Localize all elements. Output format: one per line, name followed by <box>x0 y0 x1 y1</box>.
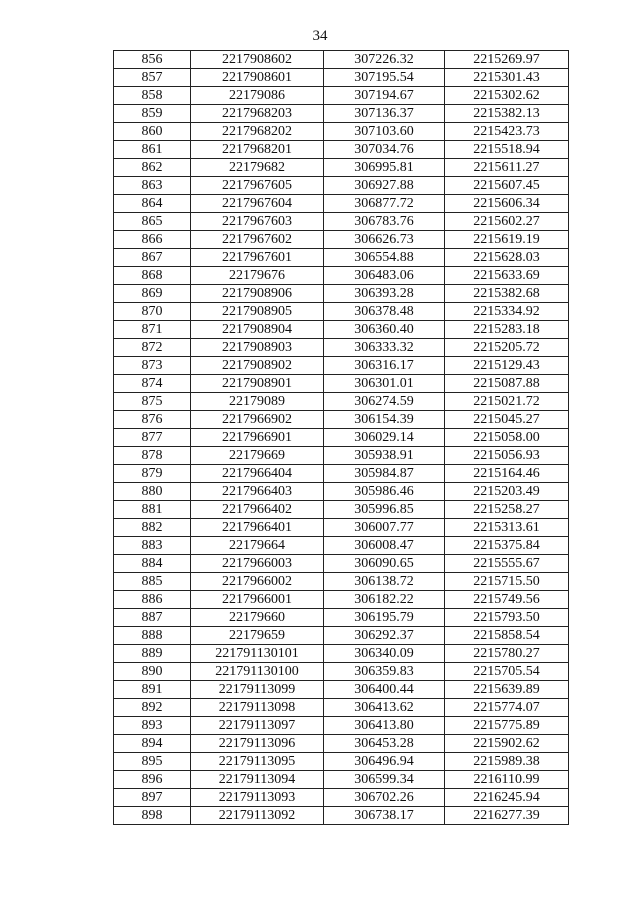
table-row <box>114 699 569 717</box>
point-number-cell: 865 <box>114 213 191 231</box>
x-coordinate-cell: 306453.28 <box>324 735 445 753</box>
table-row <box>114 807 569 825</box>
x-coordinate-cell: 305996.85 <box>324 501 445 519</box>
x-coordinate-cell: 306359.83 <box>324 663 445 681</box>
point-id-cell: 22179664 <box>191 537 324 555</box>
point-number-cell: 860 <box>114 123 191 141</box>
x-coordinate-cell: 307103.60 <box>324 123 445 141</box>
table-row <box>114 321 569 339</box>
point-number-cell: 880 <box>114 483 191 501</box>
table-row <box>114 51 569 69</box>
point-number-cell: 881 <box>114 501 191 519</box>
point-number-cell: 894 <box>114 735 191 753</box>
y-coordinate-cell: 2215774.07 <box>445 699 569 717</box>
point-id-cell: 2217966404 <box>191 465 324 483</box>
y-coordinate-cell: 2215045.27 <box>445 411 569 429</box>
point-id-cell: 2217967602 <box>191 231 324 249</box>
point-number-cell: 896 <box>114 771 191 789</box>
y-coordinate-cell: 2216277.39 <box>445 807 569 825</box>
x-coordinate-cell: 306877.72 <box>324 195 445 213</box>
point-id-cell: 2217908902 <box>191 357 324 375</box>
y-coordinate-cell: 2215423.73 <box>445 123 569 141</box>
x-coordinate-cell: 306292.37 <box>324 627 445 645</box>
point-number-cell: 879 <box>114 465 191 483</box>
table-row <box>114 249 569 267</box>
table-row <box>114 771 569 789</box>
point-id-cell: 2217968202 <box>191 123 324 141</box>
table-row <box>114 303 569 321</box>
point-number-cell: 869 <box>114 285 191 303</box>
point-id-cell: 22179113096 <box>191 735 324 753</box>
x-coordinate-cell: 306274.59 <box>324 393 445 411</box>
x-coordinate-cell: 306333.32 <box>324 339 445 357</box>
table-row <box>114 411 569 429</box>
y-coordinate-cell: 2215302.62 <box>445 87 569 105</box>
x-coordinate-cell: 306783.76 <box>324 213 445 231</box>
point-id-cell: 2217908601 <box>191 69 324 87</box>
point-id-cell: 22179660 <box>191 609 324 627</box>
table-row <box>114 555 569 573</box>
point-id-cell: 2217966403 <box>191 483 324 501</box>
x-coordinate-cell: 307226.32 <box>324 51 445 69</box>
point-number-cell: 867 <box>114 249 191 267</box>
x-coordinate-cell: 307195.54 <box>324 69 445 87</box>
y-coordinate-cell: 2215203.49 <box>445 483 569 501</box>
x-coordinate-cell: 306400.44 <box>324 681 445 699</box>
y-coordinate-cell: 2215313.61 <box>445 519 569 537</box>
x-coordinate-cell: 306138.72 <box>324 573 445 591</box>
point-id-cell: 2217966401 <box>191 519 324 537</box>
table-row <box>114 429 569 447</box>
table-row <box>114 141 569 159</box>
point-number-cell: 884 <box>114 555 191 573</box>
point-id-cell: 2217967604 <box>191 195 324 213</box>
table-row <box>114 267 569 285</box>
point-id-cell: 22179682 <box>191 159 324 177</box>
y-coordinate-cell: 2215606.34 <box>445 195 569 213</box>
y-coordinate-cell: 2215902.62 <box>445 735 569 753</box>
table-row <box>114 285 569 303</box>
point-number-cell: 892 <box>114 699 191 717</box>
x-coordinate-cell: 307136.37 <box>324 105 445 123</box>
x-coordinate-cell: 306340.09 <box>324 645 445 663</box>
table-row <box>114 501 569 519</box>
y-coordinate-cell: 2215382.13 <box>445 105 569 123</box>
point-number-cell: 886 <box>114 591 191 609</box>
y-coordinate-cell: 2215793.50 <box>445 609 569 627</box>
table-row <box>114 375 569 393</box>
point-id-cell: 2217967601 <box>191 249 324 267</box>
point-id-cell: 2217908905 <box>191 303 324 321</box>
table-row <box>114 177 569 195</box>
x-coordinate-cell: 306995.81 <box>324 159 445 177</box>
table-row <box>114 609 569 627</box>
y-coordinate-cell: 2215258.27 <box>445 501 569 519</box>
table-row <box>114 393 569 411</box>
point-number-cell: 862 <box>114 159 191 177</box>
point-number-cell: 887 <box>114 609 191 627</box>
y-coordinate-cell: 2215334.92 <box>445 303 569 321</box>
table-row <box>114 789 569 807</box>
x-coordinate-cell: 306393.28 <box>324 285 445 303</box>
table-row <box>114 87 569 105</box>
x-coordinate-cell: 305938.91 <box>324 447 445 465</box>
x-coordinate-cell: 306378.48 <box>324 303 445 321</box>
x-coordinate-cell: 306483.06 <box>324 267 445 285</box>
point-number-cell: 877 <box>114 429 191 447</box>
table-row <box>114 573 569 591</box>
x-coordinate-cell: 306360.40 <box>324 321 445 339</box>
point-id-cell: 22179659 <box>191 627 324 645</box>
y-coordinate-cell: 2215269.97 <box>445 51 569 69</box>
table-row <box>114 447 569 465</box>
point-id-cell: 2217966902 <box>191 411 324 429</box>
x-coordinate-cell: 305984.87 <box>324 465 445 483</box>
table-row <box>114 357 569 375</box>
table-row <box>114 537 569 555</box>
table-row <box>114 753 569 771</box>
point-id-cell: 2217967603 <box>191 213 324 231</box>
point-id-cell: 22179113092 <box>191 807 324 825</box>
point-number-cell: 888 <box>114 627 191 645</box>
point-id-cell: 221791130100 <box>191 663 324 681</box>
table-row <box>114 645 569 663</box>
point-id-cell: 22179086 <box>191 87 324 105</box>
x-coordinate-cell: 307034.76 <box>324 141 445 159</box>
point-id-cell: 22179113093 <box>191 789 324 807</box>
point-id-cell: 2217968201 <box>191 141 324 159</box>
y-coordinate-cell: 2215607.45 <box>445 177 569 195</box>
x-coordinate-cell: 306090.65 <box>324 555 445 573</box>
x-coordinate-cell: 306413.80 <box>324 717 445 735</box>
point-id-cell: 22179676 <box>191 267 324 285</box>
table-row <box>114 159 569 177</box>
point-number-cell: 866 <box>114 231 191 249</box>
x-coordinate-cell: 306496.94 <box>324 753 445 771</box>
y-coordinate-cell: 2215205.72 <box>445 339 569 357</box>
point-number-cell: 864 <box>114 195 191 213</box>
point-id-cell: 22179113094 <box>191 771 324 789</box>
point-number-cell: 872 <box>114 339 191 357</box>
table-row <box>114 681 569 699</box>
table-row <box>114 231 569 249</box>
point-number-cell: 885 <box>114 573 191 591</box>
x-coordinate-cell: 306413.62 <box>324 699 445 717</box>
point-id-cell: 22179113098 <box>191 699 324 717</box>
point-number-cell: 859 <box>114 105 191 123</box>
point-number-cell: 898 <box>114 807 191 825</box>
table-row <box>114 213 569 231</box>
y-coordinate-cell: 2215639.89 <box>445 681 569 699</box>
point-number-cell: 858 <box>114 87 191 105</box>
y-coordinate-cell: 2215164.46 <box>445 465 569 483</box>
table-row <box>114 465 569 483</box>
point-number-cell: 873 <box>114 357 191 375</box>
table-row <box>114 105 569 123</box>
table-row <box>114 717 569 735</box>
x-coordinate-cell: 306599.34 <box>324 771 445 789</box>
y-coordinate-cell: 2215518.94 <box>445 141 569 159</box>
y-coordinate-cell: 2215628.03 <box>445 249 569 267</box>
y-coordinate-cell: 2215611.27 <box>445 159 569 177</box>
x-coordinate-cell: 306626.73 <box>324 231 445 249</box>
point-number-cell: 874 <box>114 375 191 393</box>
table-row <box>114 519 569 537</box>
table-row <box>114 735 569 753</box>
point-id-cell: 2217967605 <box>191 177 324 195</box>
y-coordinate-cell: 2215775.89 <box>445 717 569 735</box>
x-coordinate-cell: 306008.47 <box>324 537 445 555</box>
x-coordinate-cell: 306182.22 <box>324 591 445 609</box>
x-coordinate-cell: 306927.88 <box>324 177 445 195</box>
point-number-cell: 890 <box>114 663 191 681</box>
y-coordinate-cell: 2215858.54 <box>445 627 569 645</box>
coordinates-table <box>113 50 569 825</box>
point-id-cell: 2217966901 <box>191 429 324 447</box>
point-id-cell: 22179113097 <box>191 717 324 735</box>
y-coordinate-cell: 2215602.27 <box>445 213 569 231</box>
point-id-cell: 2217908602 <box>191 51 324 69</box>
point-id-cell: 2217966002 <box>191 573 324 591</box>
y-coordinate-cell: 2215382.68 <box>445 285 569 303</box>
table-row <box>114 591 569 609</box>
x-coordinate-cell: 306029.14 <box>324 429 445 447</box>
point-number-cell: 875 <box>114 393 191 411</box>
x-coordinate-cell: 306738.17 <box>324 807 445 825</box>
point-number-cell: 856 <box>114 51 191 69</box>
y-coordinate-cell: 2215619.19 <box>445 231 569 249</box>
point-id-cell: 2217908904 <box>191 321 324 339</box>
point-number-cell: 882 <box>114 519 191 537</box>
point-number-cell: 897 <box>114 789 191 807</box>
x-coordinate-cell: 306007.77 <box>324 519 445 537</box>
x-coordinate-cell: 306316.17 <box>324 357 445 375</box>
point-number-cell: 871 <box>114 321 191 339</box>
point-id-cell: 221791130101 <box>191 645 324 663</box>
y-coordinate-cell: 2215989.38 <box>445 753 569 771</box>
x-coordinate-cell: 306554.88 <box>324 249 445 267</box>
point-id-cell: 2217908901 <box>191 375 324 393</box>
table-row <box>114 339 569 357</box>
point-id-cell: 2217908906 <box>191 285 324 303</box>
y-coordinate-cell: 2215058.00 <box>445 429 569 447</box>
point-number-cell: 870 <box>114 303 191 321</box>
table-row <box>114 195 569 213</box>
y-coordinate-cell: 2215780.27 <box>445 645 569 663</box>
y-coordinate-cell: 2215715.50 <box>445 573 569 591</box>
y-coordinate-cell: 2215633.69 <box>445 267 569 285</box>
point-id-cell: 22179113099 <box>191 681 324 699</box>
y-coordinate-cell: 2215087.88 <box>445 375 569 393</box>
point-number-cell: 891 <box>114 681 191 699</box>
x-coordinate-cell: 306702.26 <box>324 789 445 807</box>
table-row <box>114 663 569 681</box>
point-number-cell: 889 <box>114 645 191 663</box>
point-number-cell: 895 <box>114 753 191 771</box>
point-number-cell: 893 <box>114 717 191 735</box>
point-id-cell: 22179669 <box>191 447 324 465</box>
point-number-cell: 863 <box>114 177 191 195</box>
point-id-cell: 22179089 <box>191 393 324 411</box>
x-coordinate-cell: 307194.67 <box>324 87 445 105</box>
y-coordinate-cell: 2215056.93 <box>445 447 569 465</box>
point-number-cell: 878 <box>114 447 191 465</box>
point-number-cell: 857 <box>114 69 191 87</box>
y-coordinate-cell: 2215375.84 <box>445 537 569 555</box>
y-coordinate-cell: 2215283.18 <box>445 321 569 339</box>
point-number-cell: 861 <box>114 141 191 159</box>
page-number: 34 <box>312 28 328 44</box>
y-coordinate-cell: 2215301.43 <box>445 69 569 87</box>
point-id-cell: 2217908903 <box>191 339 324 357</box>
y-coordinate-cell: 2216245.94 <box>445 789 569 807</box>
y-coordinate-cell: 2215705.54 <box>445 663 569 681</box>
table-row <box>114 483 569 501</box>
point-id-cell: 2217966402 <box>191 501 324 519</box>
point-id-cell: 2217966003 <box>191 555 324 573</box>
x-coordinate-cell: 305986.46 <box>324 483 445 501</box>
x-coordinate-cell: 306154.39 <box>324 411 445 429</box>
point-number-cell: 876 <box>114 411 191 429</box>
point-id-cell: 2217968203 <box>191 105 324 123</box>
table-row <box>114 69 569 87</box>
table-row <box>114 627 569 645</box>
y-coordinate-cell: 2215129.43 <box>445 357 569 375</box>
x-coordinate-cell: 306195.79 <box>324 609 445 627</box>
table-row <box>114 123 569 141</box>
y-coordinate-cell: 2216110.99 <box>445 771 569 789</box>
point-number-cell: 883 <box>114 537 191 555</box>
point-id-cell: 2217966001 <box>191 591 324 609</box>
point-number-cell: 868 <box>114 267 191 285</box>
x-coordinate-cell: 306301.01 <box>324 375 445 393</box>
coordinates-table-body <box>114 51 569 825</box>
y-coordinate-cell: 2215749.56 <box>445 591 569 609</box>
y-coordinate-cell: 2215555.67 <box>445 555 569 573</box>
y-coordinate-cell: 2215021.72 <box>445 393 569 411</box>
point-id-cell: 22179113095 <box>191 753 324 771</box>
